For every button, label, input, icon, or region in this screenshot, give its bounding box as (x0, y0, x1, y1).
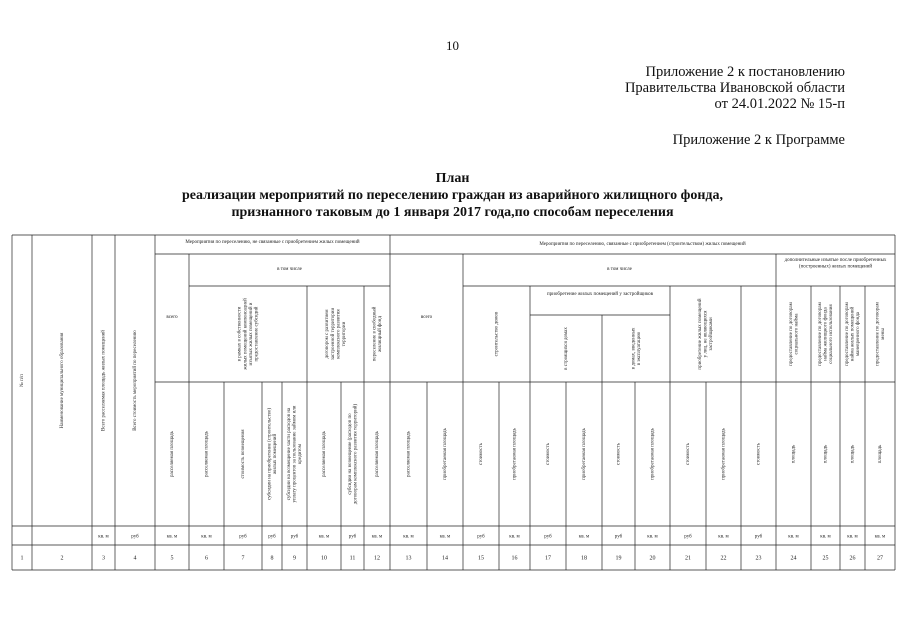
sub-column-label: стоимость (546, 443, 552, 465)
column-header-compensation: предоставление субсидий (254, 306, 260, 362)
column-number: 14 (442, 555, 448, 562)
column-number: 16 (511, 555, 518, 562)
column-header-compensation: в рамках в собственности (237, 306, 243, 362)
sub-column-label: расселяемая площадь (204, 431, 210, 477)
column-header-non-developer: у лиц, не являющихся (703, 310, 709, 358)
unit-label: кв. м (371, 534, 383, 540)
sub-column-label: площадь (823, 444, 829, 464)
unit-label: кв. м (847, 534, 858, 540)
column-header-number: № п/п (20, 374, 26, 387)
column-number: 20 (649, 555, 656, 562)
column-number: 10 (321, 555, 327, 562)
title-line: реализации мероприятий по переселению граждан из аварийного жилищного фонда, (182, 188, 723, 203)
unit-label: руб (290, 534, 299, 540)
column-header-free-fund: жилищный фонд (377, 315, 383, 353)
column-header-total-area: Всего расселяемая площадь жилых помещений (101, 330, 107, 431)
sub-column-label: расселяемая площадь (322, 431, 328, 477)
in-that-number-label: в том числе (607, 267, 632, 272)
unit-label: кв. м (718, 534, 729, 540)
column-header-maneuver-fund: маневренного фонда (856, 311, 862, 357)
column-header-non-developer: приобретение жилых помещений (698, 298, 704, 370)
sub-column-label: приобретаемая площадь (582, 428, 588, 480)
appendix-line: Правительства Ивановской области (624, 80, 845, 96)
column-header-under-construction: в строящихся домах (564, 327, 570, 370)
column-header-development: комплексного развития (336, 309, 342, 359)
sub-column-label: приобретаемая площадь (512, 428, 518, 480)
column-number: 4 (133, 555, 137, 562)
column-number: 2 (60, 555, 64, 562)
column-header-social-use: найма жилищного фонда (823, 307, 829, 361)
column-header-social-hire: социального найма (794, 313, 800, 355)
column-header-exchange: предоставление по договорам (875, 302, 881, 366)
column-number: 17 (545, 555, 551, 562)
column-header-commissioned: в эксплуатацию (636, 331, 642, 366)
sub-column-label: стоимость (686, 443, 692, 465)
unit-label: руб (348, 534, 357, 540)
unit-label: руб (684, 534, 692, 540)
column-number: 9 (293, 555, 296, 562)
column-number: 25 (822, 555, 829, 562)
column-number: 23 (755, 555, 762, 562)
additional-header: (построенных) жилых помещений (798, 264, 873, 270)
column-header-municipality: Наименование муниципального образования (60, 332, 66, 429)
sub-column-label: площадь (791, 444, 797, 464)
sub-column-label: договорам комплексного развития территорий) (353, 403, 359, 505)
column-header-exchange: мены (880, 328, 886, 340)
unit-label: руб (131, 534, 139, 540)
column-number: 18 (581, 555, 587, 562)
column-number: 15 (478, 555, 484, 562)
sub-column-label: расселяемая площадь (170, 431, 176, 477)
unit-label: кв. м (509, 534, 520, 540)
column-header-compensation: изъятых жилых помещений и (248, 302, 254, 366)
column-header-development: договором с развитием (325, 309, 331, 359)
column-number: 8 (270, 555, 274, 562)
column-number: 6 (205, 555, 208, 562)
column-header-total: всего (420, 315, 433, 320)
column-number: 7 (241, 555, 245, 562)
unit-label: руб (268, 534, 276, 540)
column-header-development: территории (342, 321, 348, 347)
unit-label: кв. м (201, 534, 212, 540)
unit-label: руб (477, 534, 485, 540)
unit-label: кв. м (98, 534, 109, 540)
column-number: 21 (685, 555, 691, 562)
sub-column-label: приобретаемая площадь (443, 428, 449, 480)
sub-column-label: стоимость (756, 443, 762, 465)
sub-column-label: стоимость (616, 443, 622, 465)
unit-label: руб (544, 534, 552, 540)
column-header-commissioned: в домах, введенных (631, 327, 637, 370)
title-line: План (435, 171, 470, 186)
column-number: 22 (720, 555, 727, 562)
title-line: признанного таковым до 1 января 2017 года,по способам переселения (231, 205, 674, 220)
page-number: 10 (446, 38, 459, 53)
column-number: 12 (374, 555, 380, 562)
column-header-non-developer: застройщиками (709, 317, 715, 351)
sub-column-label: кредитом (298, 444, 304, 464)
unit-label: кв. м (439, 534, 451, 540)
group-header-left: Мероприятия по переселению, не связанные с приобретением жилых помещений (185, 240, 360, 245)
column-number: 27 (877, 555, 883, 562)
unit-label: кв. м (318, 534, 330, 540)
column-header-total: всего (166, 315, 178, 320)
sub-column-label: расселяемая площадь (406, 431, 412, 477)
sub-column-label: стоимость возмещения (241, 429, 247, 479)
unit-label: руб (239, 534, 247, 540)
unit-label: кв. м (820, 534, 831, 540)
additional-header: дополнительные изъятые после приобретенных (784, 258, 887, 263)
unit-label: кв. м (578, 534, 590, 540)
column-header-development: застроенной территории (330, 307, 336, 361)
column-header-maneuver-fund: найма жилых помещений (850, 306, 856, 362)
sub-column-label: площадь (850, 444, 856, 464)
unit-label: кв. м (647, 534, 658, 540)
unit-label: кв. м (788, 534, 799, 540)
column-header-social-use: социального использования (829, 304, 835, 364)
column-header-free-fund: переселение в свободный (372, 306, 378, 362)
column-header-social-hire: предоставление по договорам (788, 302, 794, 366)
group-header-right: Мероприятия по переселению, связанные с приобретением (строительством) жилых помещений (539, 242, 746, 247)
column-header-compensation: жилых помещений компенсацией (243, 298, 249, 370)
column-number: 3 (102, 555, 105, 562)
appendix-program: Приложение 2 к Программе (672, 132, 845, 148)
column-number: 19 (615, 555, 622, 562)
sub-column-label: приобретаемая площадь (650, 428, 656, 480)
purchase-subheader: приобретение жилых помещений у застройщиков (546, 292, 654, 297)
column-number: 1 (20, 555, 24, 562)
sub-column-label: расселяемая площадь (375, 431, 381, 477)
column-header-social-use: предоставление по договорам (818, 302, 824, 366)
unit-label: руб (614, 534, 623, 540)
column-header-total-cost: Всего стоимость мероприятий по переселению (133, 330, 139, 431)
sub-column-label: уплату процентов за пользование займом или (292, 405, 298, 503)
unit-label: руб (754, 534, 763, 540)
column-number: 5 (170, 555, 174, 562)
appendix-line: Приложение 2 к постановлению (645, 64, 845, 80)
column-number: 26 (849, 555, 856, 562)
column-number: 11 (349, 555, 356, 562)
column-number: 13 (405, 555, 412, 562)
column-header-construction: строительство домов (494, 311, 500, 357)
sub-column-label: субсидии на возмещение (расходов по (347, 413, 353, 495)
unit-label: кв. м (403, 534, 414, 540)
column-header-maneuver-fund: предоставление по договорам (845, 302, 851, 366)
sub-column-label: приобретаемая площадь (721, 428, 727, 480)
appendix-line: от 24.01.2022 № 15-п (714, 96, 845, 112)
unit-label: кв. м (166, 534, 178, 540)
sub-column-label: жилых помещений (272, 433, 278, 475)
sub-column-label: стоимость (479, 443, 485, 465)
sub-column-label: субсидии на возмещение части расходов на (287, 407, 293, 501)
in-that-number-label: в том числе (277, 267, 302, 272)
unit-label: кв. м (874, 534, 886, 540)
sub-column-label: субсидии на приобретение (строительство) (267, 407, 273, 501)
sub-column-label: площадь (878, 444, 884, 464)
column-number: 24 (790, 555, 797, 562)
